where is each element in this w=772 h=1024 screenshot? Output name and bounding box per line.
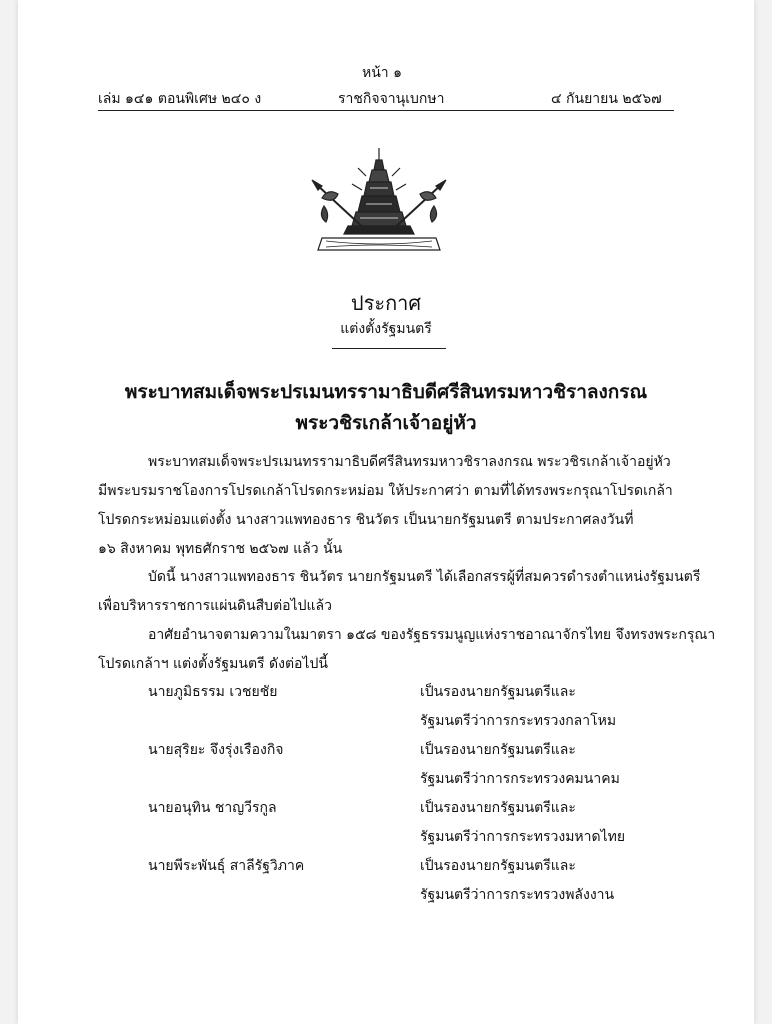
royal-title-line-2: พระวชิรเกล้าเจ้าอยู่หัว (295, 412, 477, 434)
announcement-subtitle: แต่งตั้งรัฐมนตรี (340, 321, 432, 337)
appointee-position: เป็นรองนายกรัฐมนตรีและ (420, 684, 576, 700)
body-line: ๑๖ สิงหาคม พุทธศักราช ๒๕๖๗ แล้ว นั้น (98, 541, 343, 557)
appointee-name: นายพีระพันธุ์ สาลีรัฐวิภาค (148, 858, 305, 874)
volume-issue: เล่ม ๑๔๑ ตอนพิเศษ ๒๔๐ ง (98, 91, 262, 107)
body-line: มีพระบรมราชโองการโปรดเกล้าโปรดกระหม่อม ให้ประกาศว่า ตามที่ได้ทรงพระกรุณาโปรดเกล้า (98, 483, 673, 499)
title-underline (332, 348, 446, 349)
appointee-position: เป็นรองนายกรัฐมนตรีและ (420, 742, 576, 758)
garuda-royal-seal-icon (308, 146, 450, 258)
header-divider (98, 110, 674, 111)
appointee-ministry: รัฐมนตรีว่าการกระทรวงคมนาคม (420, 771, 620, 787)
body-line: อาศัยอำนาจตามความในมาตรา ๑๕๘ ของรัฐธรรมนูญแห่งราชอาณาจักรไทย จึงทรงพระกรุณา (148, 627, 716, 643)
publication-date: ๔ กันยายน ๒๕๖๗ (551, 91, 662, 107)
appointee-ministry: รัฐมนตรีว่าการกระทรวงกลาโหม (420, 713, 617, 729)
appointee-position: เป็นรองนายกรัฐมนตรีและ (420, 800, 576, 816)
body-line: บัดนี้ นางสาวแพทองธาร ชินวัตร นายกรัฐมนตรี ได้เลือกสรรผู้ที่สมควรดำรงตำแหน่งรัฐมนตรี (148, 569, 701, 585)
body-line: เพื่อบริหารราชการแผ่นดินสืบต่อไปแล้ว (98, 598, 332, 614)
appointee-position: เป็นรองนายกรัฐมนตรีและ (420, 858, 576, 874)
announcement-title: ประกาศ (350, 291, 422, 315)
appointee-name: นายสุริยะ จึงรุ่งเรืองกิจ (148, 742, 284, 758)
appointee-name: นายอนุทิน ชาญวีรกูล (148, 800, 277, 816)
body-line: โปรดเกล้าฯ แต่งตั้งรัฐมนตรี ดังต่อไปนี้ (98, 656, 328, 672)
body-line: พระบาทสมเด็จพระปรเมนทรรามาธิบดีศรีสินทรมหาวชิราลงกรณ พระวชิรเกล้าเจ้าอยู่หัว (148, 454, 671, 470)
royal-title-line-1: พระบาทสมเด็จพระปรเมนทรรามาธิบดีศรีสินทรมหาวชิราลงกรณ (124, 381, 648, 403)
body-line: โปรดกระหม่อมแต่งตั้ง นางสาวแพทองธาร ชินวัตร เป็นนายกรัฐมนตรี ตามประกาศลงวันที่ (98, 512, 634, 528)
appointee-name: นายภูมิธรรม เวชยชัย (148, 684, 278, 700)
page-number: หน้า ๑ (362, 65, 402, 81)
gazette-name: ราชกิจจานุเบกษา (338, 91, 445, 107)
appointee-ministry: รัฐมนตรีว่าการกระทรวงมหาดไทย (420, 829, 626, 845)
appointee-ministry: รัฐมนตรีว่าการกระทรวงพลังงาน (420, 887, 615, 903)
